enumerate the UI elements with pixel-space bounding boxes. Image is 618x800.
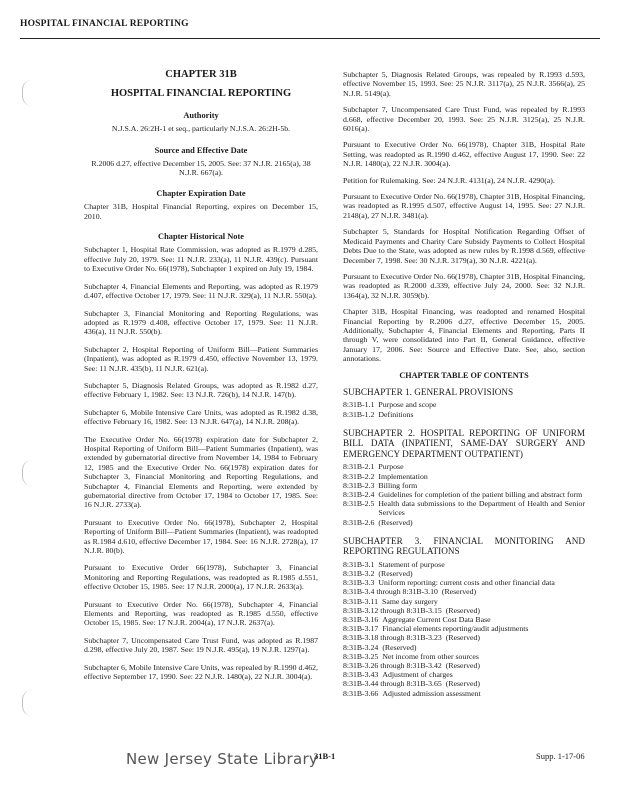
- toc-entry: [343, 606, 585, 615]
- toc-section-number: 8:31B-3.17: [343, 624, 379, 634]
- page-number: 31B-1: [314, 751, 336, 761]
- history-note: Petition for Rulemaking. See: 24 N.J.R. 4131(a), 24 N.J.R. 4290(a).: [343, 175, 555, 185]
- toc-section-number: 8:31B-2.2: [343, 471, 375, 481]
- toc-entry: [343, 587, 585, 596]
- toc-section-number: 8:31B-3.16: [343, 615, 379, 625]
- toc-entry: [343, 624, 585, 633]
- toc-section-number: 8:31B-3.66: [343, 688, 379, 698]
- toc-section-number: 8:31B-3.2: [343, 569, 375, 578]
- toc-entry: [343, 481, 585, 490]
- binding-mark: [22, 460, 37, 486]
- header-rule: [20, 38, 600, 39]
- chapter-number: CHAPTER 31B: [165, 69, 237, 80]
- toc-section-title: Guidelines for completion of the patient billing and abstract form: [378, 489, 583, 499]
- toc-section-title: Health data submissions to the Department of Health and Senior Services: [378, 499, 585, 518]
- toc-section-list: [343, 400, 585, 418]
- history-notes-left: [84, 245, 318, 681]
- history-note: Subchapter 5, Standards for Hospital Notification Regarding Offset of Medicaid Payments and Charity Care Subsidy Payments to Collect Hospital Debts Due to the State, was adopted as new rules by R.1998 d.569, effective December 7, 1998. See: 30 N.J.R. 3179(a), 30 N.J.R. 4221(a).: [343, 227, 585, 265]
- toc-section-title: (Reserved): [445, 633, 480, 643]
- toc-entry: [343, 578, 585, 587]
- expiration-heading: Chapter Expiration Date: [156, 188, 246, 198]
- toc-section-title: Definitions: [378, 409, 414, 419]
- toc-section-title: Purpose and scope: [378, 400, 437, 410]
- binding-mark: [22, 690, 37, 716]
- toc-section-number: 8:31B-2.3: [343, 480, 375, 490]
- history-note: Subchapter 7, Uncompensated Care Trust Fund, was adopted as R.1987 d.298, effective July 20, 1987. See: 19 N.J.R. 495(a), 19 N.J.R. 1297(a).: [84, 635, 318, 655]
- toc-section-number: 8:31B-3.12 through 8:31B-3.15: [343, 605, 442, 615]
- left-column: [84, 70, 318, 690]
- toc-entry: [343, 643, 585, 652]
- toc-subchapter-heading: SUBCHAPTER 3. FINANCIAL MONITORING AND REPORTING REGULATIONS: [343, 535, 585, 557]
- toc-section-number: 8:31B-3.18 through 8:31B-3.23: [343, 633, 442, 643]
- toc-entry: [343, 633, 585, 642]
- toc-section-number: 8:31B-3.24: [343, 642, 379, 652]
- toc-section-number: 8:31B-3.43: [343, 670, 379, 680]
- toc-section-number: 8:31B-2.4: [343, 489, 375, 499]
- toc-section-title: Net income from other sources: [382, 651, 479, 661]
- toc-entry: [343, 410, 585, 419]
- toc-entry: [343, 400, 585, 409]
- toc-section-number: 8:31B-1.1: [343, 400, 375, 410]
- toc-section-title: Same day surgery: [382, 596, 438, 606]
- source-heading: Source and Effective Date: [154, 145, 248, 155]
- toc-section-number: 8:31B-2.5: [343, 499, 375, 509]
- history-note: Subchapter 3, Financial Monitoring and Reporting Regulations, was adopted as R.1979 d.408, effective October 17, 1979. See: 11 N.J.R. 436(a), 11 N.J.R. 550(b).: [84, 308, 318, 337]
- toc-entry: [343, 462, 585, 471]
- binding-mark: [22, 80, 37, 106]
- history-note: Subchapter 7, Uncompensated Care Trust Fund, was repealed by R.1993 d.668, effective December 20, 1993. See: 25 N.J.R. 3125(a), 25 N.J.R. 6016(a).: [343, 105, 585, 134]
- toc-entry: [343, 518, 585, 527]
- toc-title: CHAPTER TABLE OF CONTENTS: [399, 370, 529, 380]
- history-note: Pursuant to Executive Order No. 66(1978), Chapter 31B, Hospital Financing, was readopted as R.1995 d.507, effective August 14, 1995. See: 27 N.J.R. 2148(a), 27 N.J.R. 3481(a).: [343, 192, 585, 220]
- toc-entry: [343, 560, 585, 569]
- toc-entry: [343, 472, 585, 481]
- toc-section-title: Purpose: [378, 462, 404, 472]
- toc-entry: [343, 499, 585, 517]
- toc-entry: [343, 689, 585, 698]
- toc-section-number: 8:31B-3.26 through 8:31B-3.42: [343, 661, 442, 671]
- toc-section-number: 8:31B-2.1: [343, 462, 375, 472]
- history-note: Pursuant to Executive Order No. 66(1978), Subchapter 4, Financial Elements and Reporting, was readopted as R.1985 d.550, effective October 15, 1985. See: 17 N.J.R. 2004(a), 17 N.J.R. 2637(a).: [84, 599, 318, 628]
- toc-entry: [343, 615, 585, 624]
- right-column: [343, 70, 585, 707]
- history-note: Subchapter 4, Financial Elements and Reporting, was adopted as R.1979 d.407, effective October 17, 1979. See: 11 N.J.R. 329(a), 11 N.J.R. 550(a).: [84, 281, 318, 301]
- history-note: Pursuant to Executive Order No. 66(1978), Chapter 31B, Hospital Rate Setting, was readopted as R.1990 d.462, effective August 17, 1990. See: 22 N.J.R. 1480(a), 22 N.J.R. 3004(a).: [343, 140, 585, 169]
- toc-entry: [343, 652, 585, 661]
- toc-entry: [343, 490, 585, 499]
- toc-section-title: (Reserved): [445, 679, 480, 689]
- history-note: Pursuant to Executive Order 66(1978), Subchapter 3, Financial Monitoring and Reporting Regulations, was readopted as R.1985 d.551, effective October 15, 1985. See: 17 N.J.R. 2000(a), 17 N.J.R. 2633(a).: [84, 563, 318, 592]
- toc-entry: [343, 597, 585, 606]
- history-notes-right: [343, 70, 585, 364]
- toc-section-title: (Reserved): [445, 661, 480, 671]
- history-note: Subchapter 2, Hospital Reporting of Uniform Bill—Patient Summaries (Inpatient), was adopted as R.1979 d.450, effective November 13, 1979. See: 11 N.J.R. 435(b), 11 N.J.R. 621(a).: [84, 344, 318, 373]
- toc-entry: [343, 670, 585, 679]
- history-note: Subchapter 6, Mobile Intensive Care Units, was adopted as R.1982 d.38, effective February 16, 1982. See: 13 N.J.R. 647(a), 14 N.J.R. 208(a).: [84, 407, 318, 427]
- toc-entry: [343, 679, 585, 688]
- history-heading: Chapter Historical Note: [158, 232, 244, 242]
- toc-section-list: [343, 560, 585, 698]
- history-note: Subchapter 6, Mobile Intensive Care Units, was repealed by R.1990 d.462, effective September 17, 1990. See: 22 N.J.R. 1480(a), 22 N.J.R. 3004(a).: [84, 662, 318, 682]
- history-note: The Executive Order No. 66(1978) expiration date for Subchapter 2, Hospital Reporting of Uniform Bill—Patient Summaries (Inpatient), was extended by gubernatorial directive from November 14, 1984 to February 12, 1985 and the Executive Order No. 66(1978) expiration dates for Subchapter 3, Financial Monitoring and Reporting Regulations, and Subchapter 4, Financial Elements and Reporting, were extended by gubernatorial directive from October 17, 1984 to October 17, 1985. See: 16 N.J.R. 2733(a).: [84, 434, 318, 510]
- supplement-date: Supp. 1-17-06: [536, 751, 585, 761]
- running-header: HOSPITAL FINANCIAL REPORTING: [20, 19, 189, 29]
- library-stamp: New Jersey State Library: [126, 750, 319, 768]
- expiration-text: Chapter 31B, Hospital Financial Reporting, expires on December 15, 2010.: [84, 202, 318, 221]
- history-note: Subchapter 1, Hospital Rate Commission, was adopted as R.1979 d.285, effective July 20, 1979. See: 11 N.J.R. 233(a), 11 N.J.R. 439(c). Pursuant to Executive Order No. 66(1978), Subchapter 1 expired on July 19, 1984.: [84, 245, 318, 274]
- source-text: R.2006 d.27, effective December 15, 2005. See: 37 N.J.R. 2165(a), 38 N.J.R. 667(a).: [91, 159, 311, 178]
- toc-section-list: [343, 462, 585, 526]
- toc-section-title: (Reserved): [441, 587, 477, 597]
- toc-section-title: (Reserved): [378, 569, 413, 578]
- toc-section-title: Adjusted admission assessment: [382, 688, 481, 698]
- toc-section-number: 8:31B-1.2: [343, 409, 375, 419]
- toc-section-title: Implementation: [378, 471, 428, 481]
- toc-section-title: (Reserved): [382, 642, 417, 652]
- toc-section-number: 8:31B-3.25: [343, 651, 379, 661]
- toc-subchapter-heading: SUBCHAPTER 1. GENERAL PROVISIONS: [343, 386, 514, 397]
- toc-section-title: Uniform reporting: current costs and other financial data: [378, 578, 555, 588]
- toc-section-title: Financial elements reporting/audit adjustments: [382, 624, 529, 634]
- toc-section-number: 8:31B-3.44 through 8:31B-3.65: [343, 679, 442, 689]
- toc-section-number: 8:31B-3.4 through 8:31B-3.10: [343, 587, 438, 597]
- toc-entry: [343, 661, 585, 670]
- toc-entry: [343, 569, 585, 578]
- toc-section-title: Aggregate Current Cost Data Base: [382, 615, 491, 625]
- authority-text: N.J.S.A. 26:2H-1 et seq., particularly N.J.S.A. 26:2H-5b.: [111, 124, 291, 134]
- toc-section-number: 8:31B-3.11: [343, 596, 379, 606]
- history-note: Pursuant to Executive Order No. 66(1978), Subchapter 2, Hospital Reporting of Uniform Bill—Patient Summaries (Inpatient), was readopted as R.1984 d.610, effective December 17, 1984. See: 16 N.J.R. 2728(a), 17 N.J.R. 80(b).: [84, 517, 318, 556]
- table-of-contents: [343, 387, 585, 698]
- toc-section-title: (Reserved): [445, 605, 480, 615]
- toc-section-title: Statement of purpose: [378, 559, 445, 569]
- toc-section-title: Billing form: [378, 480, 418, 490]
- history-note: Subchapter 5, Diagnosis Related Groups, was repealed by R.1993 d.593, effective November 15, 1993. See: 25 N.J.R. 3117(a), 25 N.J.R. 3566(a), 25 N.J.R. 5149(a).: [343, 70, 585, 98]
- history-note: Chapter 31B, Hospital Financing, was readopted and renamed Hospital Financial Reporting by R.2006 d.27, effective December 15, 2005. Additionally, Subchapter 4, Financial Elements and Reporting, Parts II through V, were consolidated into Part II, General Guidance, effective January 17, 2006. See: Source and Effective Date. See, also, section annotations.: [343, 307, 585, 364]
- authority-heading: Authority: [183, 110, 219, 120]
- toc-section-number: 8:31B-3.3: [343, 578, 375, 588]
- history-note: Subchapter 5, Diagnosis Related Groups, was adopted as R.1982 d.27, effective February 1, 1982. See: 13 N.J.R. 726(b), 14 N.J.R. 147(b).: [84, 380, 318, 400]
- toc-section-title: Adjustment of charges: [382, 670, 453, 680]
- toc-section-title: (Reserved): [378, 517, 413, 527]
- toc-subchapter-heading: SUBCHAPTER 2. HOSPITAL REPORTING OF UNIFORM BILL DATA (INPATIENT, SAME-DAY SURGERY AND EMERGENCY DEPARTMENT OUTPATIENT): [343, 427, 585, 459]
- toc-section-number: 8:31B-3.1: [343, 559, 375, 569]
- toc-section-number: 8:31B-2.6: [343, 517, 375, 527]
- chapter-name: HOSPITAL FINANCIAL REPORTING: [110, 88, 292, 100]
- history-note: Pursuant to Executive Order No. 66(1978), Chapter 31B, Hospital Financing, was readopted as R.2000 d.339, effective July 24, 2000. See: 32 N.J.R. 1364(a), 32 N.J.R. 3059(b).: [343, 271, 585, 300]
